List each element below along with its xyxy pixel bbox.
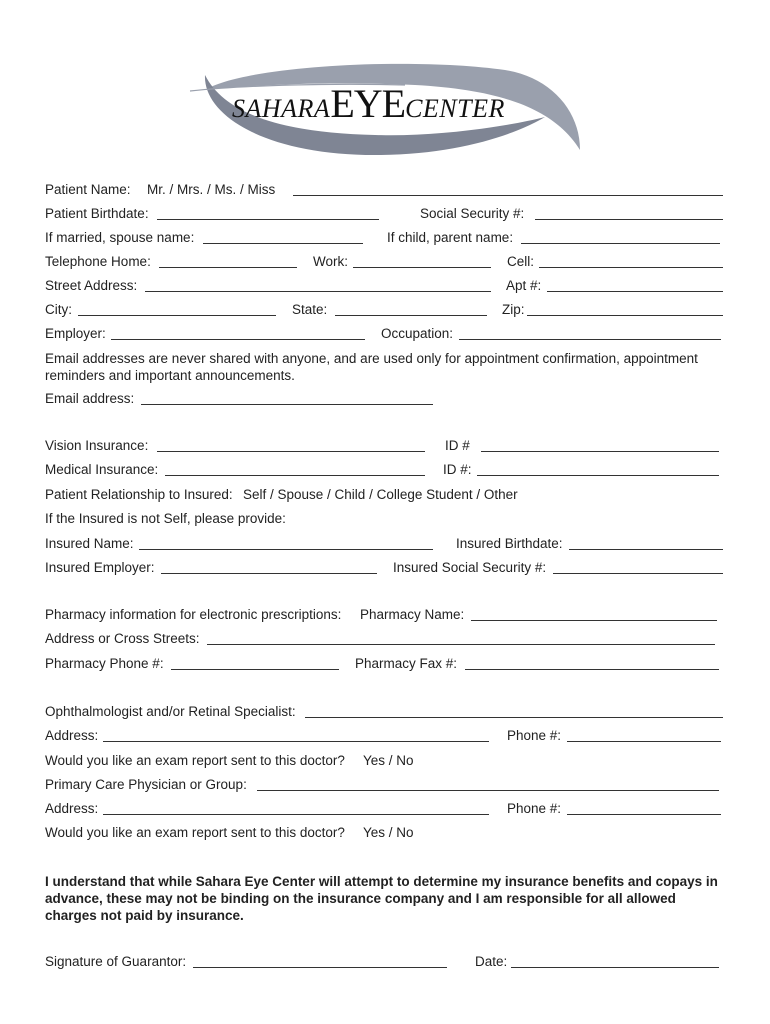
occupation-label: Occupation: [381, 326, 454, 341]
row-medical [45, 462, 725, 480]
parent-field[interactable] [521, 243, 720, 244]
employer-label: Employer: [45, 326, 106, 341]
insured-birthdate-label: Insured Birthdate: [456, 536, 563, 551]
patient-name-field[interactable] [293, 195, 723, 196]
ophth-report-options[interactable]: Yes / No [363, 753, 414, 768]
pcp-phone-label: Phone #: [507, 801, 562, 816]
insurance-disclaimer: I understand that while Sahara Eye Center will attempt to determine my insurance benefits and copays in advance, these may not be binding on the insurance company and I am responsible for all allowed charges not paid by insurance. [45, 874, 718, 923]
zip-label: Zip: [502, 302, 525, 317]
ophth-phone-label: Phone #: [507, 728, 562, 743]
medical-label: Medical Insurance: [45, 462, 159, 477]
city-field[interactable] [78, 315, 276, 316]
work-label: Work: [313, 254, 349, 269]
pcp-field[interactable] [257, 790, 719, 791]
row-spouse [45, 230, 725, 248]
spouse-field[interactable] [203, 243, 363, 244]
vision-id-field[interactable] [481, 451, 719, 452]
state-label: State: [292, 302, 328, 317]
patient-name-label: Patient Name: [45, 182, 131, 197]
logo-wordmark [232, 80, 505, 127]
ophth-address-label: Address: [45, 728, 99, 743]
row-city [45, 302, 725, 320]
row-telephone [45, 254, 725, 272]
email-field[interactable] [141, 404, 433, 405]
medical-id-label: ID #: [443, 462, 472, 477]
ophth-report-question: Would you like an exam report sent to this doctor? [45, 753, 345, 768]
pharmacy-name-field[interactable] [471, 620, 717, 621]
row-not-self [45, 511, 725, 529]
medical-id-field[interactable] [477, 475, 719, 476]
row-insured-name [45, 536, 725, 554]
vision-id-label: ID # [445, 438, 470, 453]
guarantor-signature-label: Signature of Guarantor: [45, 954, 187, 969]
zip-field[interactable] [527, 315, 723, 316]
row-patient-name [45, 182, 725, 200]
row-birthdate [45, 206, 725, 224]
logo-sahara: SAHARA [232, 94, 331, 123]
pcp-phone-field[interactable] [567, 814, 721, 815]
pharmacy-phone-field[interactable] [171, 669, 339, 670]
row-pharmacy-address [45, 631, 725, 649]
row-employer [45, 326, 725, 344]
title-options: Mr. / Mrs. / Ms. / Miss [147, 182, 276, 197]
street-label: Street Address: [45, 278, 138, 293]
pharmacy-address-label: Address or Cross Streets: [45, 631, 200, 646]
logo-eye: EYE [330, 81, 406, 126]
tel-home-label: Telephone Home: [45, 254, 151, 269]
insured-birthdate-field[interactable] [569, 549, 723, 550]
relationship-options[interactable]: Self / Spouse / Child / College Student / Other [243, 487, 518, 502]
insured-ssn-field[interactable] [553, 573, 723, 574]
cell-field[interactable] [539, 267, 723, 268]
row-pcp-address [45, 801, 725, 819]
email-label: Email address: [45, 391, 135, 406]
date-label: Date: [475, 954, 508, 969]
email-notice: Email addresses are never shared with anyone, and are used only for appointment confirmation, appointment reminders and important announcements. [45, 351, 698, 383]
row-insured-employer [45, 560, 725, 578]
parent-label: If child, parent name: [387, 230, 514, 245]
guarantor-signature-field[interactable] [193, 967, 447, 968]
row-pcp-report [45, 825, 725, 843]
street-field[interactable] [145, 291, 491, 292]
pharmacy-fax-label: Pharmacy Fax #: [355, 656, 458, 671]
pcp-address-label: Address: [45, 801, 99, 816]
pcp-report-question: Would you like an exam report sent to this doctor? [45, 825, 345, 840]
pharmacy-phone-label: Pharmacy Phone #: [45, 656, 164, 671]
row-email [45, 391, 725, 409]
pharmacy-address-field[interactable] [207, 644, 715, 645]
row-ophth-address [45, 728, 725, 746]
row-pharmacy-name [45, 607, 725, 625]
employer-field[interactable] [111, 339, 365, 340]
ophth-address-field[interactable] [103, 741, 489, 742]
pharmacy-info-label: Pharmacy information for electronic prescriptions: [45, 607, 342, 622]
medical-field[interactable] [165, 475, 425, 476]
apt-field[interactable] [547, 291, 723, 292]
ophth-label: Ophthalmologist and/or Retinal Specialist: [45, 704, 296, 719]
row-ophth-report [45, 753, 725, 771]
insured-ssn-label: Insured Social Security #: [393, 560, 547, 575]
insured-employer-label: Insured Employer: [45, 560, 155, 575]
spouse-label: If married, spouse name: [45, 230, 195, 245]
pcp-address-field[interactable] [103, 814, 489, 815]
row-ophthalmologist [45, 704, 725, 722]
state-field[interactable] [335, 315, 487, 316]
not-self-note: If the Insured is not Self, please provide: [45, 511, 286, 526]
ssn-field[interactable] [535, 219, 723, 220]
row-street [45, 278, 725, 296]
pcp-report-options[interactable]: Yes / No [363, 825, 414, 840]
row-vision [45, 438, 725, 456]
pharmacy-fax-field[interactable] [465, 669, 719, 670]
row-pcp [45, 777, 725, 795]
date-field[interactable] [511, 967, 719, 968]
insured-employer-field[interactable] [161, 573, 377, 574]
city-label: City: [45, 302, 72, 317]
insured-name-label: Insured Name: [45, 536, 134, 551]
logo-center: CENTER [405, 94, 505, 123]
birthdate-field[interactable] [157, 219, 379, 220]
relationship-label: Patient Relationship to Insured: [45, 487, 233, 502]
birthdate-label: Patient Birthdate: [45, 206, 149, 221]
vision-label: Vision Insurance: [45, 438, 149, 453]
pharmacy-name-label: Pharmacy Name: [360, 607, 465, 622]
ophth-field[interactable] [305, 717, 723, 718]
apt-label: Apt #: [506, 278, 542, 293]
pcp-label: Primary Care Physician or Group: [45, 777, 247, 792]
occupation-field[interactable] [459, 339, 721, 340]
insured-name-field[interactable] [139, 549, 433, 550]
vision-field[interactable] [157, 451, 425, 452]
row-signature [45, 954, 725, 972]
ssn-label: Social Security #: [420, 206, 525, 221]
row-pharmacy-phone [45, 656, 725, 674]
cell-label: Cell: [507, 254, 535, 269]
tel-home-field[interactable] [159, 267, 297, 268]
row-relationship [45, 487, 725, 505]
work-field[interactable] [353, 267, 491, 268]
ophth-phone-field[interactable] [567, 741, 721, 742]
